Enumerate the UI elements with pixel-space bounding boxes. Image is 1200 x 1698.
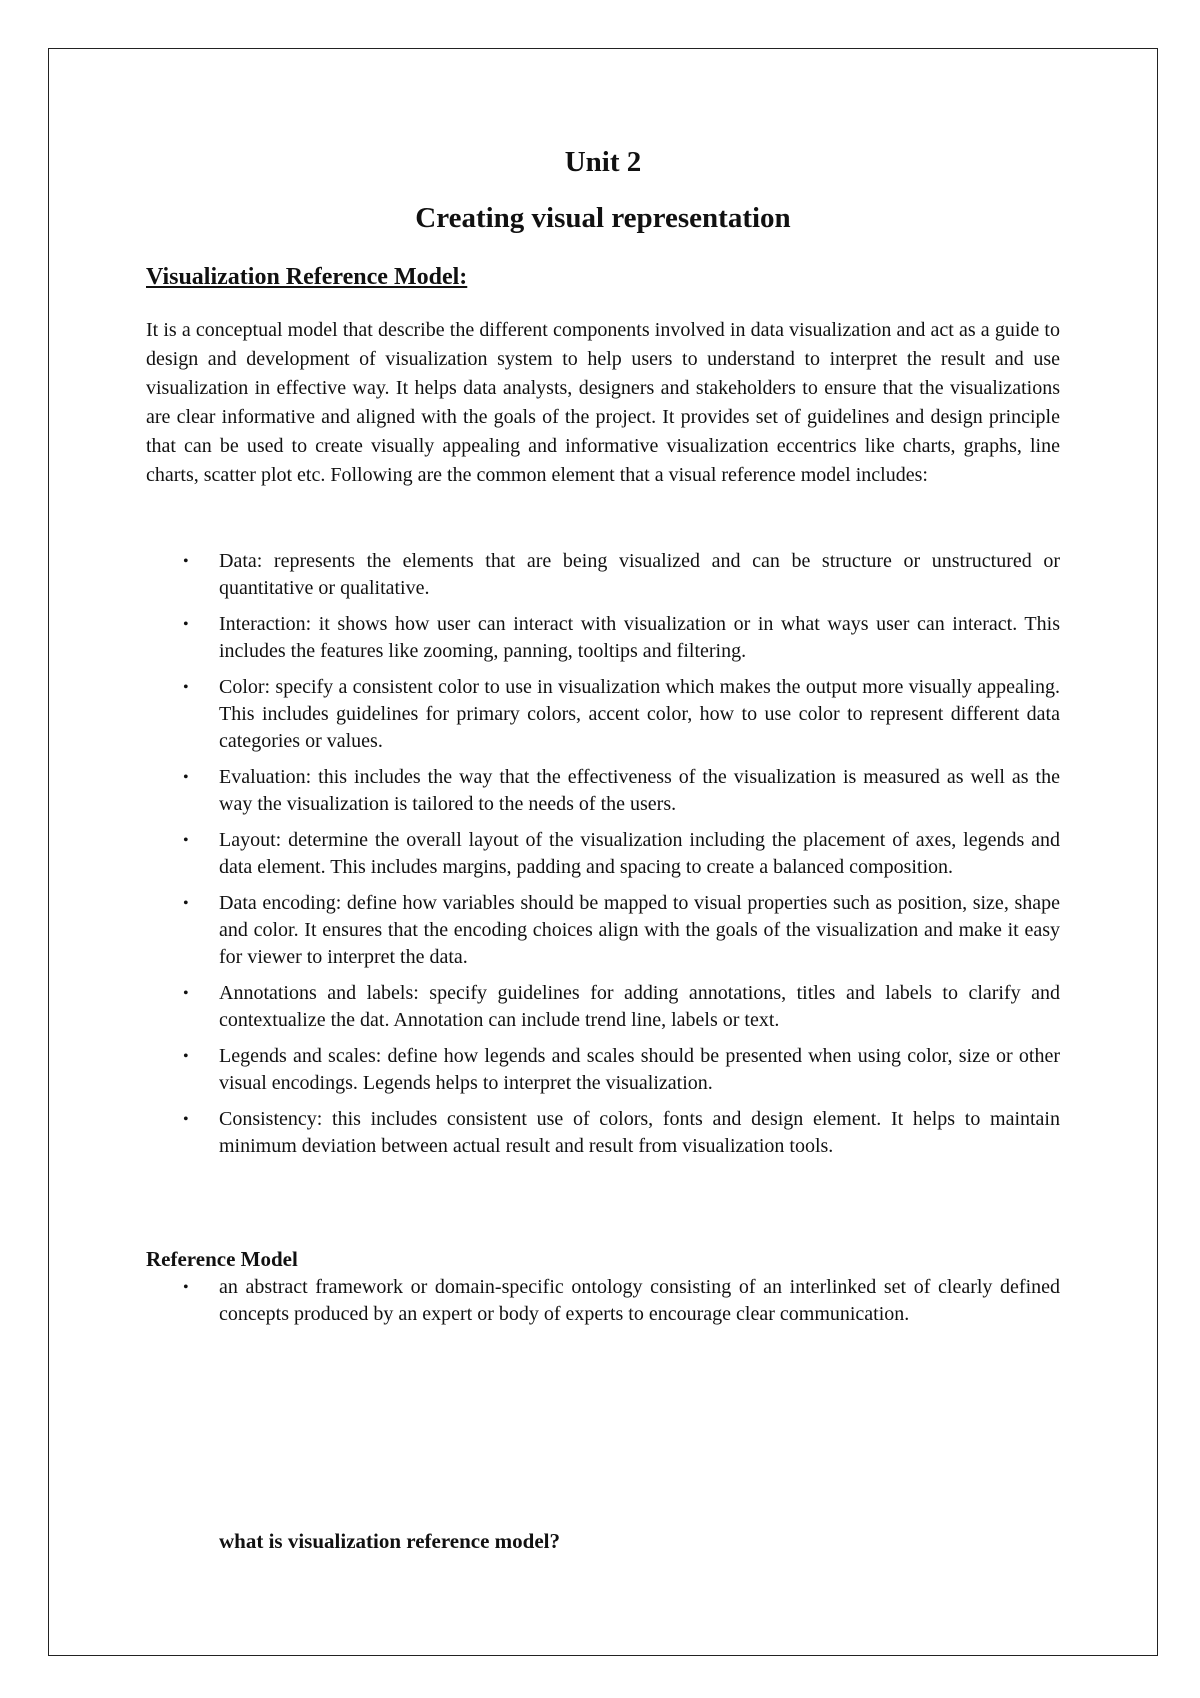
list-item: • Layout: determine the overall layout of the visualization including the placement of axes, legends and data element. This includes margins, padding and spacing to create a balanced composition. <box>146 827 1060 881</box>
reference-model-list <box>146 1274 1060 1337</box>
list-item: • Legends and scales: define how legends and scales should be presented when using color, size or other visual encodings. Legends helps to interpret the visualization. <box>146 1043 1060 1097</box>
question-text: what is visualization reference model? <box>219 1529 561 1553</box>
section-heading: Visualization Reference Model: <box>146 264 468 290</box>
list-item: • Data: represents the elements that are being visualized and can be structure or unstructured or quantitative or qualitative. <box>146 548 1060 602</box>
components-list <box>146 548 1060 1169</box>
list-item: • an abstract framework or domain-specific ontology consisting of an interlinked set of clearly defined concepts produced by an expert or body of experts to encourage clear communication. <box>146 1274 1060 1328</box>
intro-paragraph: It is a conceptual model that describe the different components involved in data visualization and act as a guide to design and development of visualization system to help users to understand to interpret the result and use visualization in effective way. It helps data analysts, designers and stakeholders to ensure that the visualizations are clear informative and aligned with the goals of the project. It provides set of guidelines and design principle that can be used to create visually appealing and informative visualization eccentrics like charts, graphs, line charts, scatter plot etc. Following are the common element that a visual reference model includes: <box>146 319 1060 486</box>
unit-title: Unit 2 <box>564 146 642 178</box>
list-item: • Interaction: it shows how user can interact with visualization or in what ways user can interact. This includes the features like zooming, panning, tooltips and filtering. <box>146 611 1060 665</box>
document-title: Creating visual representation <box>415 202 791 234</box>
list-item: • Evaluation: this includes the way that the effectiveness of the visualization is measured as well as the way the visualization is tailored to the needs of the users. <box>146 764 1060 818</box>
list-item: • Annotations and labels: specify guidelines for adding annotations, titles and labels to clarify and contextualize the dat. Annotation can include trend line, labels or text. <box>146 980 1060 1034</box>
list-item: • Consistency: this includes consistent use of colors, fonts and design element. It helps to maintain minimum deviation between actual result and result from visualization tools. <box>146 1106 1060 1160</box>
list-item: • Data encoding: define how variables should be mapped to visual properties such as position, size, shape and color. It ensures that the encoding choices align with the goals of the visualization and make it easy for viewer to interpret the data. <box>146 890 1060 971</box>
reference-model-heading: Reference Model <box>146 1247 298 1271</box>
list-item: • Color: specify a consistent color to use in visualization which makes the output more visually appealing. This includes guidelines for primary colors, accent color, how to use color to represent different data categories or values. <box>146 674 1060 755</box>
